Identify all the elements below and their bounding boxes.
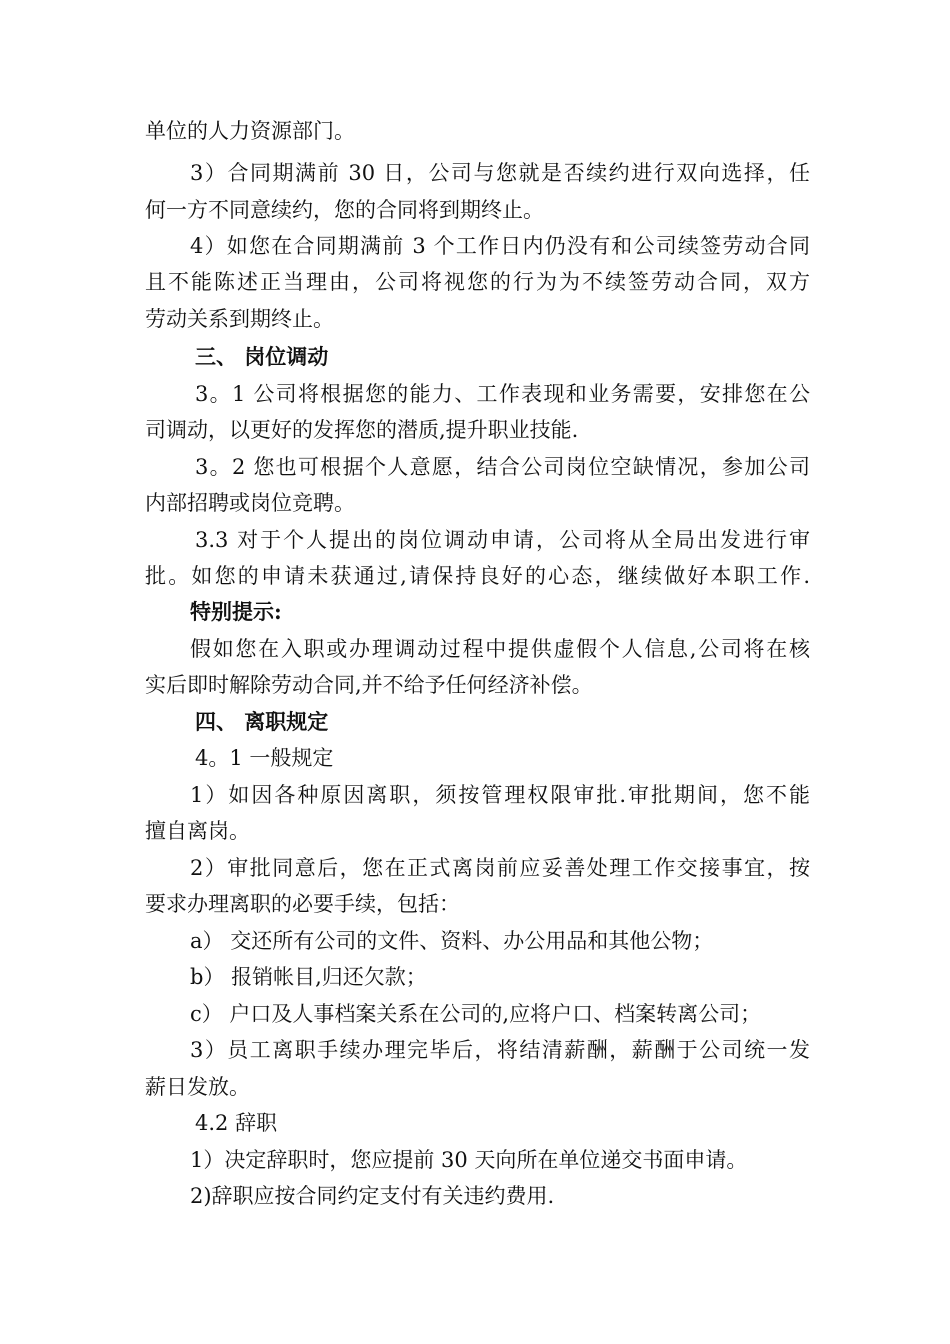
paragraph-line: 3）合同期满前 30 日，公司与您就是否续约进行双向选择，任	[190, 161, 810, 185]
paragraph-line: 劳动关系到期终止。	[145, 307, 334, 331]
paragraph-line: 3。1 公司将根据您的能力、工作表现和业务需要，安排您在公	[195, 382, 810, 406]
section-heading: 三、 岗位调动	[195, 344, 329, 369]
subsection-heading: 4.2 辞职	[195, 1111, 278, 1135]
paragraph-line: 要求办理离职的必要手续，包括：	[145, 892, 460, 916]
notice-heading: 特别提示:	[190, 599, 282, 624]
paragraph-line: 4）如您在合同期满前 3 个工作日内仍没有和公司续签劳动合同	[190, 234, 810, 258]
paragraph-line: 假如您在入职或办理调动过程中提供虚假个人信息,公司将在核	[190, 637, 810, 661]
paragraph-line: 2)辞职应按合同约定支付有关违约费用.	[190, 1184, 555, 1208]
section-heading: 四、 离职规定	[195, 709, 329, 734]
list-item: a） 交还所有公司的文件、资料、办公用品和其他公物；	[190, 929, 714, 953]
list-item: b） 报销帐目,归还欠款；	[190, 965, 427, 989]
paragraph-line: 何一方不同意续约，您的合同将到期终止。	[145, 198, 544, 222]
paragraph-line: 且不能陈述正当理由，公司将视您的行为为不续签劳动合同，双方	[145, 270, 810, 294]
paragraph-line: 2）审批同意后，您在正式离岗前应妥善处理工作交接事宜，按	[190, 856, 810, 880]
paragraph-line: 批。如您的申请未获通过,请保持良好的心态，继续做好本职工作.	[145, 564, 810, 588]
paragraph-line: 单位的人力资源部门。	[145, 119, 355, 143]
paragraph-line: 实后即时解除劳动合同,并不给予任何经济补偿。	[145, 673, 593, 697]
subsection-heading: 4。1 一般规定	[195, 746, 334, 770]
paragraph-line: 薪日发放。	[145, 1075, 250, 1099]
list-item: c） 户口及人事档案关系在公司的,应将户口、档案转离公司；	[190, 1002, 762, 1026]
paragraph-line: 内部招聘或岗位竞聘。	[145, 491, 355, 515]
paragraph-line: 司调动，以更好的发挥您的潜质,提升职业技能.	[145, 418, 579, 442]
paragraph-line: 1）如因各种原因离职，须按管理权限审批.审批期间，您不能	[190, 783, 810, 807]
paragraph-line: 擅自离岗。	[145, 819, 250, 843]
paragraph-line: 3）员工离职手续办理完毕后，将结清薪酬，薪酬于公司统一发	[190, 1038, 810, 1062]
paragraph-line: 1）决定辞职时，您应提前 30 天向所在单位递交书面申请。	[190, 1148, 748, 1172]
paragraph-line: 3。2 您也可根据个人意愿，结合公司岗位空缺情况，参加公司	[195, 455, 810, 479]
paragraph-line: 3.3 对于个人提出的岗位调动申请，公司将从全局出发进行审	[195, 528, 810, 552]
